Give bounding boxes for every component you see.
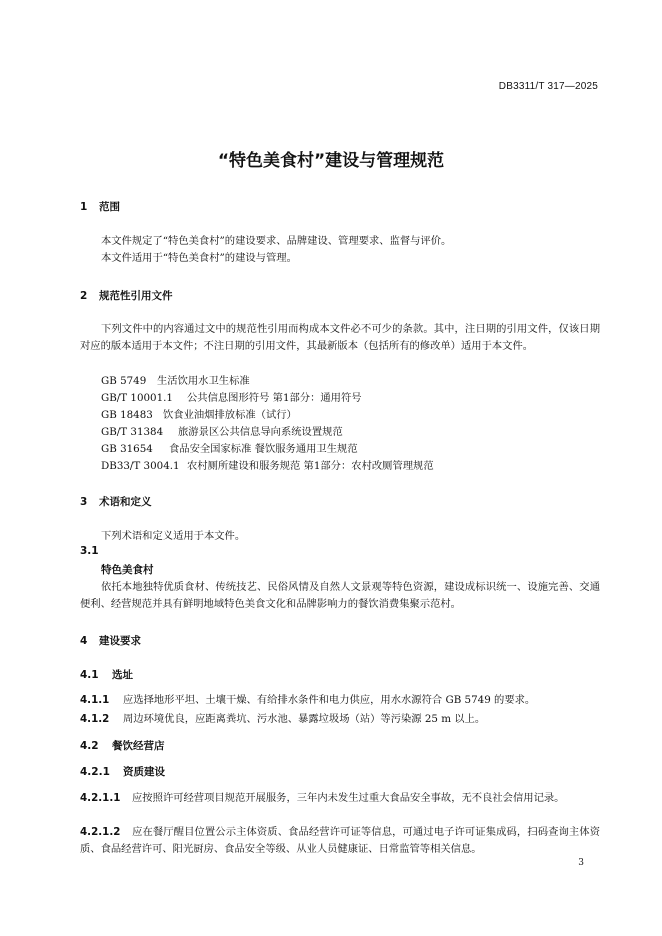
- section-number: 1: [80, 201, 88, 213]
- reference-code: GB/T 31384: [101, 426, 164, 438]
- subsection-title: 资质建设: [123, 766, 165, 778]
- clause-number: 4.1.1: [80, 694, 110, 706]
- page-number: 3: [578, 858, 584, 868]
- subsection-title: 餐饮经营店: [112, 740, 165, 752]
- paragraph: 下列术语和定义适用于本文件。: [101, 530, 246, 542]
- section-4-heading: [80, 633, 141, 648]
- clause-number: 4.1.2: [80, 713, 110, 725]
- document-code: DB3311/T 317—2025: [498, 81, 598, 92]
- reference-code: GB/T 10001.1: [101, 392, 173, 404]
- reference-item: [101, 390, 362, 407]
- document-title: “特色美食村”建设与管理规范: [217, 151, 445, 171]
- reference-item: [101, 458, 434, 475]
- reference-title: 食品安全国家标准 餐饮服务通用卫生规范: [169, 443, 358, 455]
- section-title: 范围: [99, 201, 120, 213]
- section-title: 建设要求: [99, 635, 141, 647]
- section-number: 4: [80, 635, 88, 647]
- reference-item: [101, 424, 343, 441]
- term-number: 3.1: [80, 545, 99, 557]
- clause-text: 应按照许可经营项目规范开展服务，三年内未发生过重大食品安全事故，无不良社会信用记录。: [132, 792, 565, 804]
- section-number: 3: [80, 496, 88, 508]
- subsection-number: 4.1: [80, 669, 99, 681]
- subsection-title: 选址: [112, 669, 133, 681]
- clause-item: [80, 824, 600, 858]
- section-title: 术语和定义: [99, 496, 152, 508]
- paragraph: 本文件规定了“特色美食村”的建设要求、品牌建设、管理要求、监督与评价。: [101, 235, 452, 247]
- term-definition: 依托本地独特优质食材、传统技艺、民俗风情及自然人文景观等特色资源，建设成标识统一、设施完善、交通便利、经营规范并具有鲜明地域特色美食文化和品牌影响力的餐饮消费集聚示范村。: [80, 581, 600, 610]
- section-title: 规范性引用文件: [99, 290, 173, 302]
- clause-text: 应选择地形平坦、土壤干燥、有给排水条件和电力供应，用水水源符合 GB 5749 的要求。: [123, 694, 536, 706]
- subsection-4-2-heading: [80, 738, 165, 753]
- clause-item: [80, 790, 600, 807]
- clause-number: 4.2.1.2: [80, 826, 121, 838]
- clause-item: [80, 692, 535, 709]
- subsection-4-2-1-heading: [80, 764, 165, 779]
- subsection-number: 4.2: [80, 740, 99, 752]
- reference-title: 旅游景区公共信息导向系统设置规范: [178, 426, 343, 438]
- reference-title: 公共信息图形符号 第1部分：通用符号: [187, 392, 362, 404]
- clause-text: 应在餐厅醒目位置公示主体资质、食品经营许可证等信息，可通过电子许可证集成码，扫码查询主体资质、食品经营许可、阳光厨房、食品安全等级、从业人员健康证、日常监管等相关信息。: [80, 826, 600, 855]
- subsection-number: 4.2.1: [80, 766, 110, 778]
- reference-title: 生活饮用水卫生标准: [157, 375, 250, 387]
- reference-item: [101, 441, 358, 458]
- reference-code: DB33/T 3004.1: [101, 460, 180, 472]
- reference-title: 农村厕所建设和服务规范 第1部分：农村改厕管理规范: [187, 460, 434, 472]
- reference-code: GB 18483: [101, 409, 153, 421]
- term-name: 特色美食村: [101, 564, 154, 576]
- reference-item: [101, 373, 250, 390]
- clause-text: 周边环境优良，应距离粪坑、污水池、暴露垃圾场（站）等污染源 25 m 以上。: [123, 713, 486, 725]
- section-number: 2: [80, 290, 88, 302]
- reference-item: [101, 407, 297, 424]
- clause-number: 4.2.1.1: [80, 792, 121, 804]
- intro-paragraph: 下列文件中的内容通过文中的规范性引用而构成本文件必不可少的条款。其中，注日期的引用文件，仅该日期对应的版本适用于本文件；不注日期的引用文件，其最新版本（包括所有的修改单）适用于本文件。: [80, 323, 600, 352]
- subsection-4-1-heading: [80, 667, 133, 682]
- paragraph: 本文件适用于“特色美食村”的建设与管理。: [101, 252, 297, 264]
- section-3-heading: [80, 494, 152, 509]
- reference-title: 饮食业油烟排放标准（试行）: [163, 409, 297, 421]
- reference-code: GB 31654: [101, 443, 153, 455]
- reference-code: GB 5749: [101, 375, 147, 387]
- section-2-heading: [80, 288, 173, 303]
- section-1-heading: [80, 199, 120, 214]
- clause-item: [80, 711, 485, 728]
